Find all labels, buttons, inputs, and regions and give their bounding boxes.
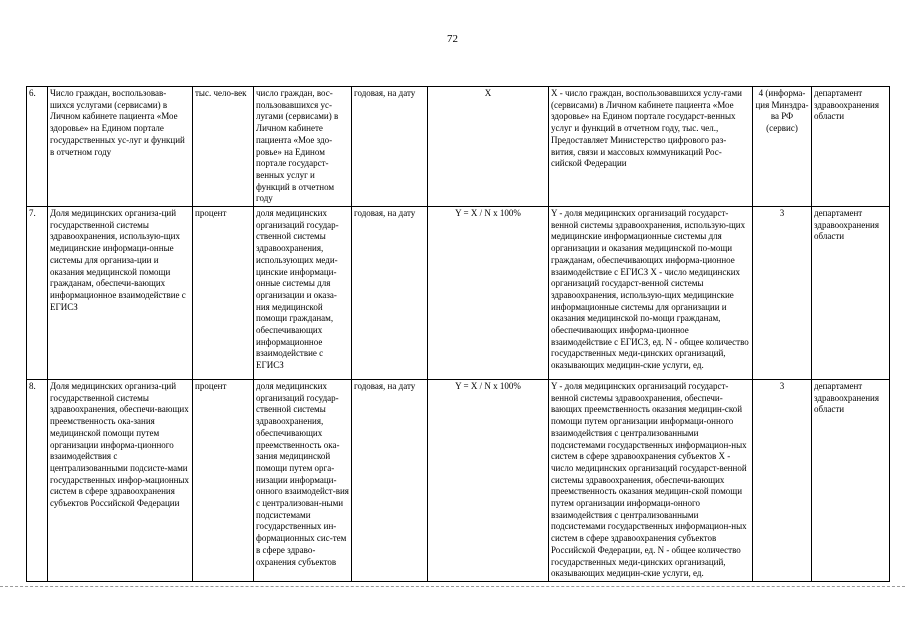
source-cell: 4 (информа-ция Минздра-ва РФ (сервис) (753, 87, 812, 207)
source-cell: 3 (753, 380, 812, 582)
period-cell: годовая, на дату (352, 87, 428, 207)
unit-cell: процент (193, 207, 254, 380)
indicator-name: Доля медицинских организа-ций государственной системы здравоохранения, использую-щих медицинские информаци-онные системы для организа-ции и оказания медицинской помощи гражданам, обеспечи-вающих информационное взаимодействие с ЕГИСЗ (48, 207, 193, 380)
period-cell: годовая, на дату (352, 207, 428, 380)
unit-cell: процент (193, 380, 254, 582)
description-cell: X - число граждан, воспользовавшихся услу-гами (сервисами) в Личном кабинете пациента «Мое здоровье» на Едином портале государст-венных услуг и функций в отчетном году, тыс. чел., Предоставляет Министерство цифрового раз-вития, связи и массовых коммуникаций Рос-сийской Федерации (549, 87, 753, 207)
definition-cell: доля медицинских организаций государ-ственной системы здравоохранения, обеспечивающих преемственность ока-зания медицинской помощи путем орга-низации информаци-онного взаимодейст-вия с централизован-ными подсистемами государственных ин-формационных сис-тем в сфере здраво-охранения субъектов (254, 380, 352, 582)
bottom-rule (0, 586, 905, 587)
page-number: 72 (447, 33, 458, 45)
row-number: 7. (27, 207, 48, 380)
formula-cell: X (428, 87, 549, 207)
table-row (27, 380, 890, 582)
responsible-cell: департамент здравоохранения области (812, 380, 890, 582)
responsible-cell: департамент здравоохранения области (812, 207, 890, 380)
table-row (27, 207, 890, 380)
source-cell: 3 (753, 207, 812, 380)
description-cell: Y - доля медицинских организаций государст-венной системы здравоохранения, обеспечи-вающих преемственность оказания медицин-ской помощи путем организации информаци-онного взаимодействия с централизованными подсистемами государственных информацион-ных систем в сфере здравоохранения субъектов X - число медицинских организаций государст-венной системы здравоохранения, обеспечи-вающих преемственность оказания медицин-ской помощи путем организации информаци-онного взаимодействия с централизованными подсистемами государственных информацион-ных систем в сфере здравоохранения субъектов Российской Федерации, ед. N - общее количество государственных меди-цинских организаций, оказывающих медицин-ские услуги, ед. (549, 380, 753, 582)
description-cell: Y - доля медицинских организаций государст-венной системы здравоохранения, использую-щих медицинские информационные системы для организации и оказания медицинской по-мощи гражданам, обеспечивающих информа-ционное взаимодействие с ЕГИСЗ X - число медицинских организаций государст-венной системы здравоохранения, использую-щих медицинские информационные системы для организации и оказания медицинской по-мощи гражданам, обеспечивающих информа-ционное взаимодействие с ЕГИСЗ, ед. N - общее количество государственных меди-цинских организаций, оказывающих медицин-ские услуги, ед. (549, 207, 753, 380)
unit-cell: тыс. чело-век (193, 87, 254, 207)
table-row (27, 87, 890, 207)
row-number: 8. (27, 380, 48, 582)
formula-cell: Y = X / N x 100% (428, 207, 549, 380)
indicator-name: Доля медицинских организа-ций государственной системы здравоохранения, обеспечи-вающих преемственность ока-зания медицинской помощи путем организации информа-ционного взаимодействия с централизованными подсисте-мами государственных инфор-мационных систем в сфере здравоохранения субъектов Российской Федерации (48, 380, 193, 582)
definition-cell: число граждан, вос-пользовавшихся ус-лугами (сервисами) в Личном кабинете пациента «Мое здо-ровье» на Едином портале государст-венных услуг и функций в отчетном году (254, 87, 352, 207)
indicator-table (26, 86, 890, 582)
definition-cell: доля медицинских организаций государ-ственной системы здравоохранения, использующих меди-цинские информаци-онные системы для организации и оказа-ния медицинской помощи гражданам, обеспечивающих информационное взаимодействие с ЕГИСЗ (254, 207, 352, 380)
row-number: 6. (27, 87, 48, 207)
period-cell: годовая, на дату (352, 380, 428, 582)
formula-cell: Y = X / N x 100% (428, 380, 549, 582)
responsible-cell: департамент здравоохранения области (812, 87, 890, 207)
indicator-name: Число граждан, воспользовав-шихся услугами (сервисами) в Личном кабинете пациента «Мое здоровье» на Едином портале государственных ус-луг и функций в отчетном году (48, 87, 193, 207)
